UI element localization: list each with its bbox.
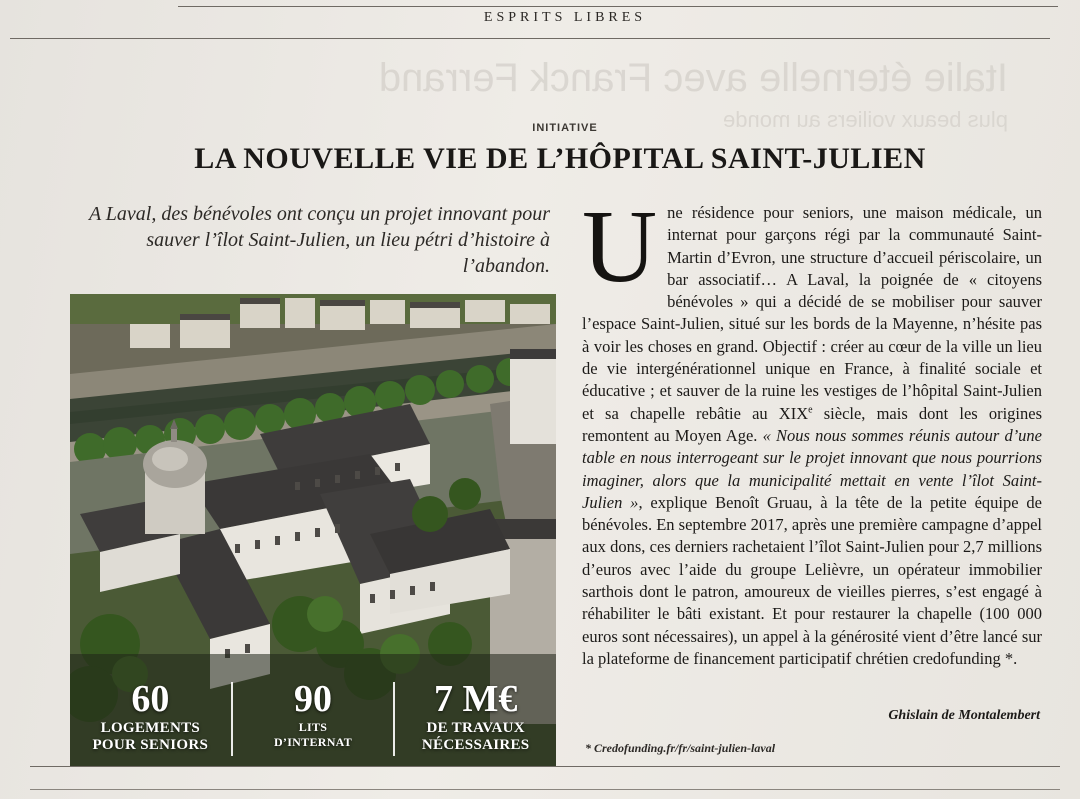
drop-cap: U xyxy=(582,189,658,304)
stat-label: LOGEMENTS POUR SENIORS xyxy=(92,720,209,753)
article-title: LA NOUVELLE VIE DE L’HÔPITAL SAINT-JULIEN xyxy=(194,142,926,175)
top-rule xyxy=(178,6,1058,7)
stat-label: LITS D’INTERNAT xyxy=(273,720,353,749)
body-part-2: siècle, mais dont les origines remontent au Moyen Age. xyxy=(582,403,1042,445)
article-footnote: * Credofunding.fr/fr/saint-julien-laval xyxy=(585,741,776,755)
section-header: ESPRITS LIBRES xyxy=(483,10,647,25)
stat-number: 60 xyxy=(131,678,170,720)
article-kicker: INITIATIVE xyxy=(532,122,598,134)
show-through-line-1: Italie éternelle avec Franck Ferrand xyxy=(378,56,1008,100)
stat-seniors-housing xyxy=(70,670,231,766)
article-standfirst: A Laval, des bénévoles ont conçu un projet innovant pour sauver l’îlot Saint-Julien, un lieu pétri d’histoire à l’abandon. xyxy=(88,203,550,277)
body-part-1: ne résidence pour seniors, une maison médicale, un internat pour garçons régi par la communauté Saint-Martin d’Evron, une structure d’accueil périscolaire, un bar associatif… A Laval, la poignée de « citoyens bénévoles » qui a décidé de se mobiliser pour sauver l’espace Saint-Julien, situé sur les bords de la Mayenne, n’hésite pas à voir les choses en grand. Objectif : créer au cœur de la ville un lieu de vie intergénérationnel unique en France, à finalité sociale et éducative ; et sauver de la ruine les vestiges de l’hôpital Saint-Julien et sa chapelle rebâtie au XIX xyxy=(582,203,1042,423)
article-author: Ghislain de Montalembert xyxy=(888,708,1040,723)
stat-works-cost xyxy=(395,670,556,766)
key-figures xyxy=(70,670,556,766)
show-through-line-2: plus beaux voiliers au monde xyxy=(723,107,1008,132)
header-rule xyxy=(10,38,1050,39)
body-quote: « Nous nous sommes réunis autour d’une table en nous interrogeant sur le projet innovant que nous pourrions imaginer, alors que la municipalité mettait en vente l’îlot Saint-Julien » xyxy=(582,425,1043,512)
stat-number: 90 xyxy=(294,678,332,720)
stat-boarding-beds xyxy=(233,670,394,766)
stat-number: 7 M€ xyxy=(433,678,518,720)
body-part-3: , explique Benoît Gruau, à la tête de la petite équipe de bénévoles. En septembre 2017, après une première campagne d’appel aux dons, ces derniers rachetaient l’îlot Saint-Julien pour 2,7 millions d’euros avec l’aide du groupe Lelièvre, un opérateur immobilier sarthois dont le patron, amoureux de vieilles pierres, s’est engagé à réhabiliter le bâti existant. Et pour restaurer la chapelle (100 000 euros sont nécessaires), un appel à la générosité vient d’être lancé sur la plateforme de financement participatif chrétien credofunding *. xyxy=(582,492,1042,668)
bottom-rule xyxy=(30,789,1060,790)
stat-label: DE TRAVAUX NÉCESSAIRES xyxy=(421,720,530,753)
footnote-rule xyxy=(30,766,1060,767)
century-superscript: e xyxy=(808,404,813,416)
article-body xyxy=(582,189,1043,670)
